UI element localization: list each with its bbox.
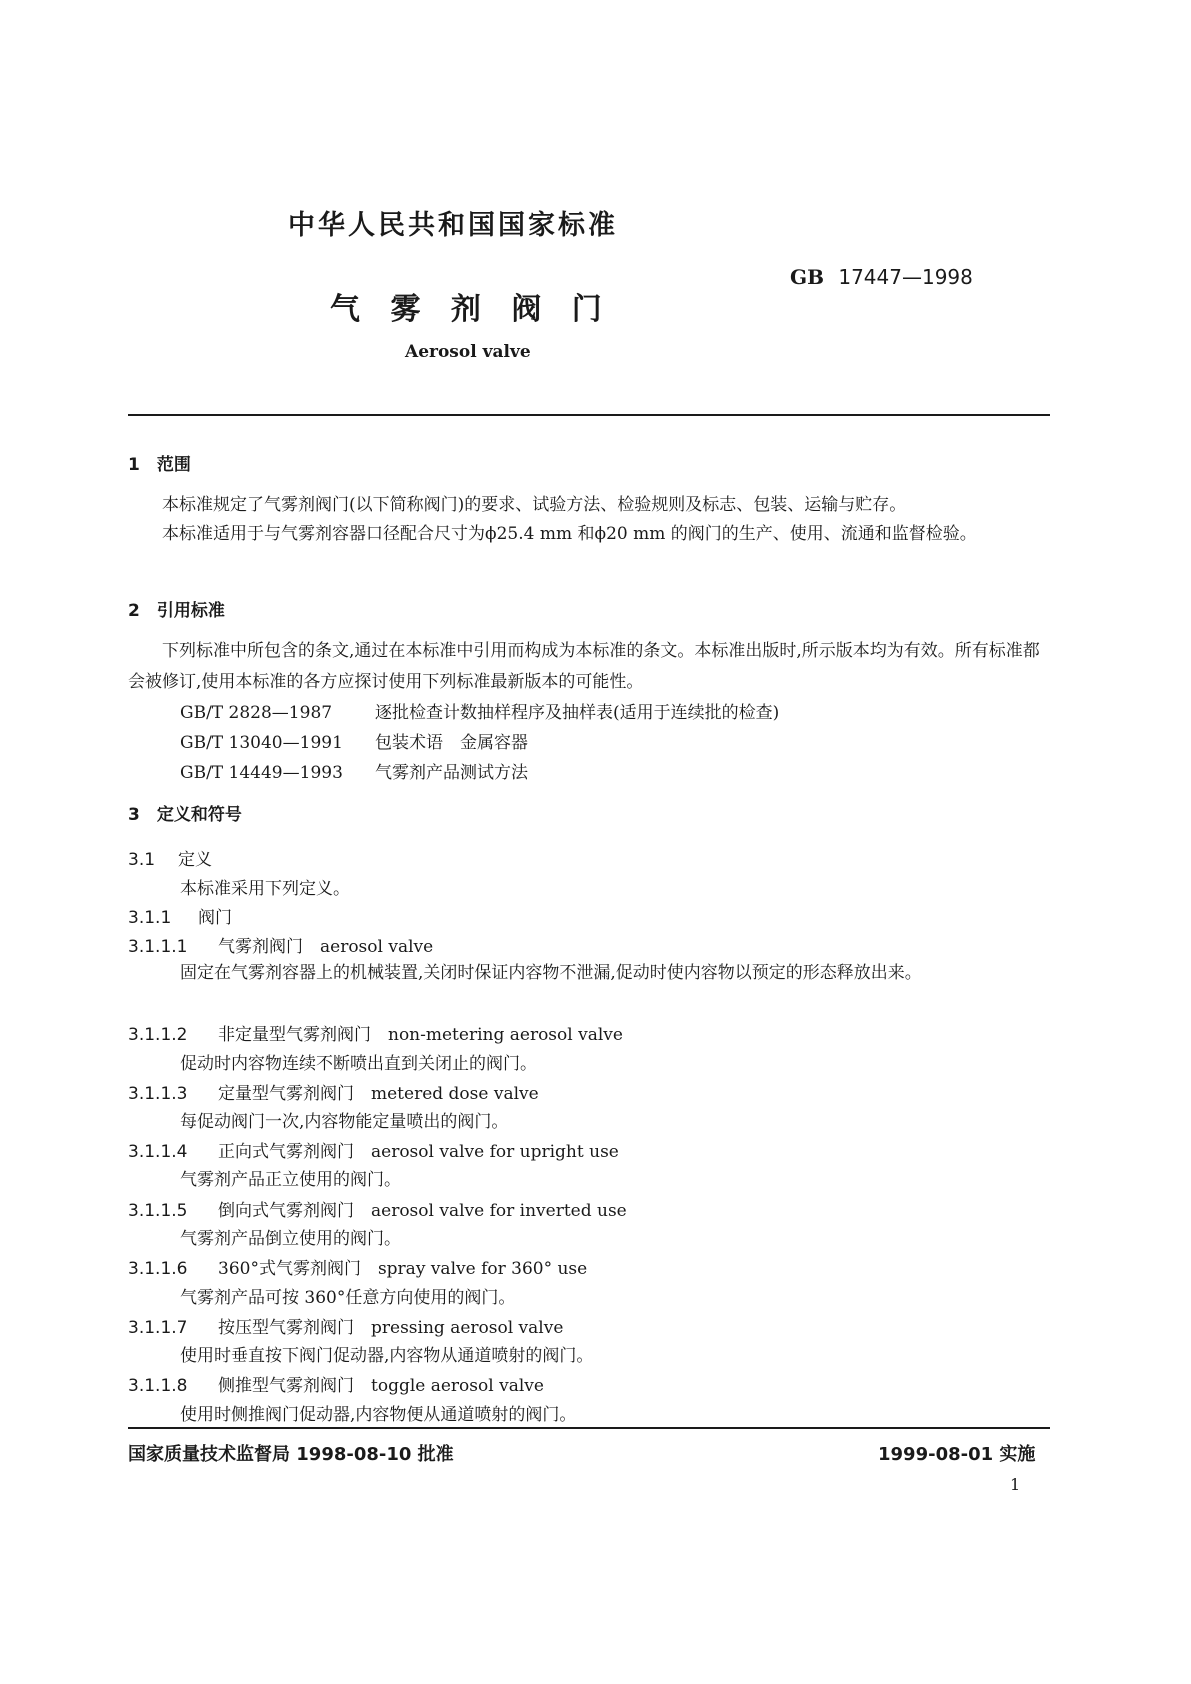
clause-definition: 使用时垂直按下阀门促动器,内容物从通道喷射的阀门。 (180, 1346, 594, 1366)
clause-number: 3.1.1.4 (128, 1142, 188, 1162)
clause-number: 3.1.1.3 (128, 1084, 188, 1104)
section-1-paragraph-2: 本标准适用于与气雾剂容器口径配合尺寸为ϕ25.4 mm 和ϕ20 mm 的阀门的生产、使用、流通和监督检验。 (162, 524, 977, 544)
clause-number: 3.1.1.2 (128, 1025, 188, 1045)
reference-code: GB/T 14449—1993 (180, 763, 343, 783)
clause-definition: 气雾剂产品倒立使用的阀门。 (180, 1229, 401, 1249)
clause-definition: 使用时侧推阀门促动器,内容物便从通道喷射的阀门。 (180, 1405, 577, 1425)
reference-item (180, 758, 528, 783)
clause-3-1-1-6 (128, 1254, 587, 1279)
clause-3-1-1-8 (128, 1371, 544, 1396)
clause-title: 按压型气雾剂阀门 pressing aerosol valve (218, 1318, 564, 1338)
national-standard-title: 中华人民共和国国家标准 (288, 210, 618, 241)
clause-3-1-1-7 (128, 1313, 563, 1338)
reference-code: GB/T 2828—1987 (180, 703, 333, 723)
clause-title: 360°式气雾剂阀门 spray valve for 360° use (218, 1259, 588, 1279)
clause-title: 非定量型气雾剂阀门 non-metering aerosol valve (218, 1025, 623, 1045)
clause-title: 阀门 (198, 908, 232, 928)
clause-definition: 固定在气雾剂容器上的机械装置,关闭时保证内容物不泄漏,促动时使内容物以预定的形态释放出来。 (180, 963, 922, 983)
clause-number: 3.1 (128, 850, 156, 870)
reference-title: 逐批检查计数抽样程序及抽样表(适用于连续批的检查) (375, 703, 780, 723)
clause-definition: 气雾剂产品正立使用的阀门。 (180, 1170, 401, 1190)
clause-title: 气雾剂阀门 aerosol valve (218, 937, 434, 957)
reference-code: GB/T 13040—1991 (180, 733, 343, 753)
footer-divider (128, 1427, 1050, 1429)
section-2-paragraph-1: 下列标准中所包含的条文,通过在本标准中引用而构成为本标准的条文。本标准出版时,所示版本均为有效。所有标准都会被修订,使用本标准的各方应探讨使用下列标准最新版本的可能性。 (128, 641, 1040, 692)
clause-title: 侧推型气雾剂阀门 toggle aerosol valve (218, 1376, 544, 1396)
section-2-heading: 2 引用标准 (128, 601, 225, 621)
standard-code: 17447—1998 (838, 265, 973, 289)
clause-title: 正向式气雾剂阀门 aerosol valve for upright use (218, 1142, 619, 1162)
clause-3-1-1-4 (128, 1137, 619, 1162)
clause-3-1 (128, 845, 212, 870)
clause-3-1-body: 本标准采用下列定义。 (180, 879, 350, 899)
document-title-cn: 气 雾 剂 阀 门 (330, 292, 612, 327)
standard-number (790, 265, 973, 289)
section-1-paragraph-1: 本标准规定了气雾剂阀门(以下简称阀门)的要求、试验方法、检验规则及标志、包装、运输与贮存。 (162, 495, 907, 515)
clause-definition: 每促动阀门一次,内容物能定量喷出的阀门。 (180, 1112, 509, 1132)
reference-title: 包装术语 金属容器 (375, 733, 528, 753)
reference-item (180, 698, 779, 723)
clause-number: 3.1.1.8 (128, 1376, 188, 1396)
page-number: 1 (1010, 1475, 1021, 1494)
clause-3-1-1-5 (128, 1196, 627, 1221)
reference-title: 气雾剂产品测试方法 (375, 763, 528, 783)
clause-number: 3.1.1.7 (128, 1318, 188, 1338)
clause-definition: 气雾剂产品可按 360°任意方向使用的阀门。 (180, 1288, 516, 1308)
clause-title: 倒向式气雾剂阀门 aerosol valve for inverted use (218, 1201, 627, 1221)
approval-line: 国家质量技术监督局 1998-08-10 批准 (128, 1444, 454, 1465)
clause-title: 定量型气雾剂阀门 metered dose valve (218, 1084, 539, 1104)
section-3-heading: 3 定义和符号 (128, 805, 242, 825)
clause-definition: 促动时内容物连续不断喷出直到关闭止的阀门。 (180, 1054, 537, 1074)
reference-item (180, 728, 528, 753)
implementation-date: 1999-08-01 实施 (878, 1444, 1036, 1465)
clause-3-1-1-3 (128, 1079, 539, 1104)
standard-prefix: GB (790, 265, 824, 289)
clause-3-1-1-2 (128, 1020, 623, 1045)
clause-number: 3.1.1.5 (128, 1201, 188, 1221)
section-1-heading: 1 范围 (128, 455, 191, 475)
header-divider (128, 414, 1050, 416)
clause-number: 3.1.1 (128, 908, 172, 928)
clause-title: 定义 (178, 850, 212, 870)
clause-3-1-1-1 (128, 932, 433, 957)
clause-number: 3.1.1.6 (128, 1259, 188, 1279)
clause-3-1-1 (128, 903, 232, 928)
document-title-en: Aerosol valve (405, 342, 531, 362)
clause-number: 3.1.1.1 (128, 937, 188, 957)
